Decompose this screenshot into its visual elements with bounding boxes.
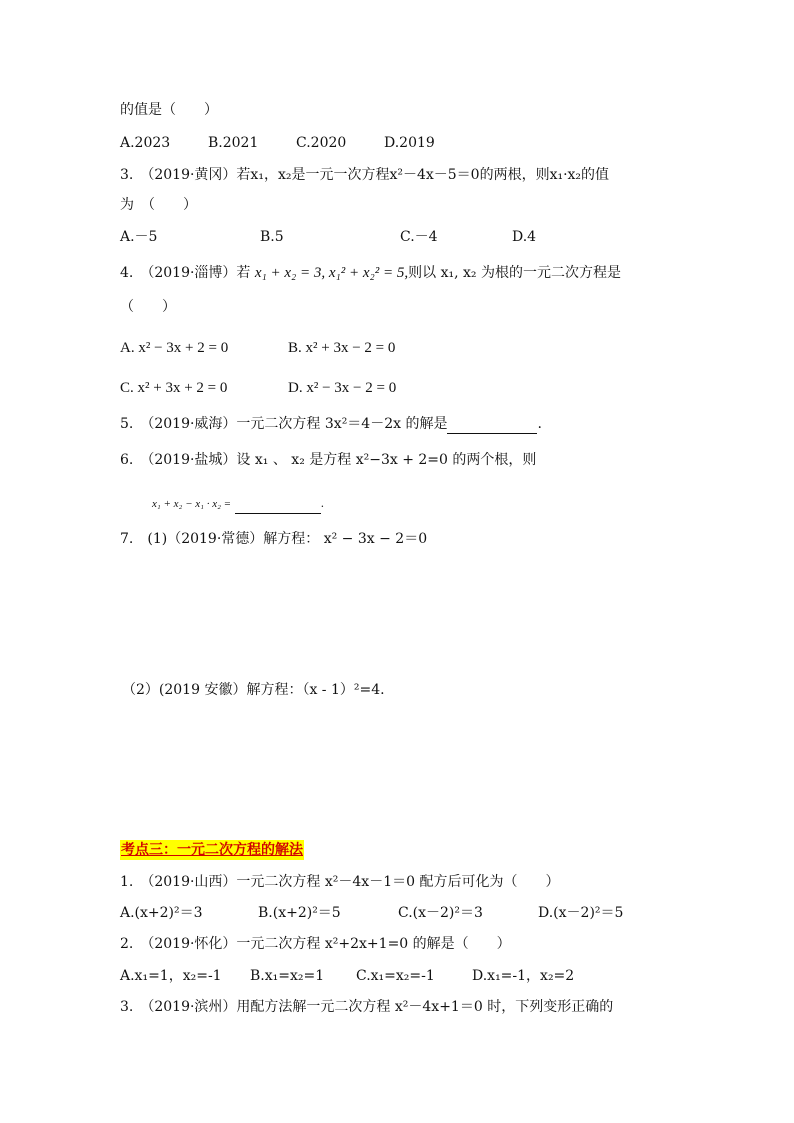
question-4-condition: x₁ + x₂ = 3, x₁² + x₂² = 5, <box>254 265 409 281</box>
option-b: B.x₁=x₂=1 <box>250 968 325 984</box>
question-7-part-2: （2）(2019 安徽）解方程：（x - 1）²=4. <box>122 682 385 698</box>
section-question-1: 1. （2019·山西）一元二次方程 x²－4x－1＝0 配方后可化为（ ） <box>120 874 560 890</box>
answer-blank <box>235 499 321 514</box>
question-6-expression <box>152 494 324 514</box>
question-7-part-1: 7. (1)（2019·常德）解方程： x² − 3x − 2＝0 <box>120 531 428 547</box>
answer-blank <box>447 417 537 434</box>
option-c: C. x² + 3x + 2 = 0 <box>120 380 228 396</box>
option-c: C.x₁=x₂=-1 <box>356 968 435 984</box>
question-4-suffix: 则以 x₁, x₂ 为根的一元二次方程是 <box>408 265 621 281</box>
option-d: D. x² − 3x − 2 = 0 <box>288 380 397 396</box>
option-a: A.－5 <box>120 229 158 245</box>
question-5 <box>120 414 542 434</box>
question-5-text: 5. （2019·威海）一元二次方程 3x²＝4－2x 的解是 <box>120 416 448 432</box>
option-d: D.2019 <box>384 135 435 151</box>
question-4-prefix: 4. （2019·淄博）若 <box>120 265 255 281</box>
option-b: B.(x+2)²＝5 <box>258 905 341 921</box>
option-d: D.4 <box>512 229 537 245</box>
option-a: A.x₁=1，x₂=-1 <box>120 968 222 984</box>
option-a: A. x² − 3x + 2 = 0 <box>120 340 229 356</box>
question-5-end: . <box>537 416 542 432</box>
option-c: C.－4 <box>400 229 438 245</box>
option-d: D.(x－2)²＝5 <box>538 905 624 921</box>
option-b: B.5 <box>260 229 284 245</box>
option-b: B. x² + 3x − 2 = 0 <box>288 340 396 356</box>
question-3-line-1: 3. （2019·黄冈）若x₁，x₂是一元一次方程x²－4x－5＝0的两根，则x₁·x₂的值 <box>120 167 610 183</box>
question-4-line-1 <box>120 263 621 283</box>
option-a: A.2023 <box>120 135 171 151</box>
section-question-2: 2. （2019·怀化）一元二次方程 x²+2x+1=0 的解是（ ） <box>120 936 511 952</box>
question-6-expr: x₁ + x₂ − x₁ · x₂ = <box>152 498 232 510</box>
question-6-end: . <box>320 497 325 510</box>
question-4-line-2: （ ） <box>120 299 176 315</box>
option-c: C.(x－2)²＝3 <box>398 905 483 921</box>
text-line: 的值是（ ） <box>120 102 218 118</box>
question-6: 6. （2019·盐城）设 x₁ 、 x₂ 是方程 x²−3x + 2=0 的两个根，则 <box>120 452 537 468</box>
section-heading: 考点三：一元二次方程的解法 <box>121 842 303 858</box>
option-c: C.2020 <box>296 135 347 151</box>
option-b: B.2021 <box>208 135 259 151</box>
question-3-line-2: 为 （ ） <box>120 197 197 213</box>
option-d: D.x₁=-1，x₂=2 <box>472 968 575 984</box>
option-a: A.(x+2)²＝3 <box>120 905 203 921</box>
section-question-3: 3. （2019·滨州）用配方法解一元二次方程 x²－4x+1＝0 时，下列变形正确的 <box>120 999 614 1015</box>
